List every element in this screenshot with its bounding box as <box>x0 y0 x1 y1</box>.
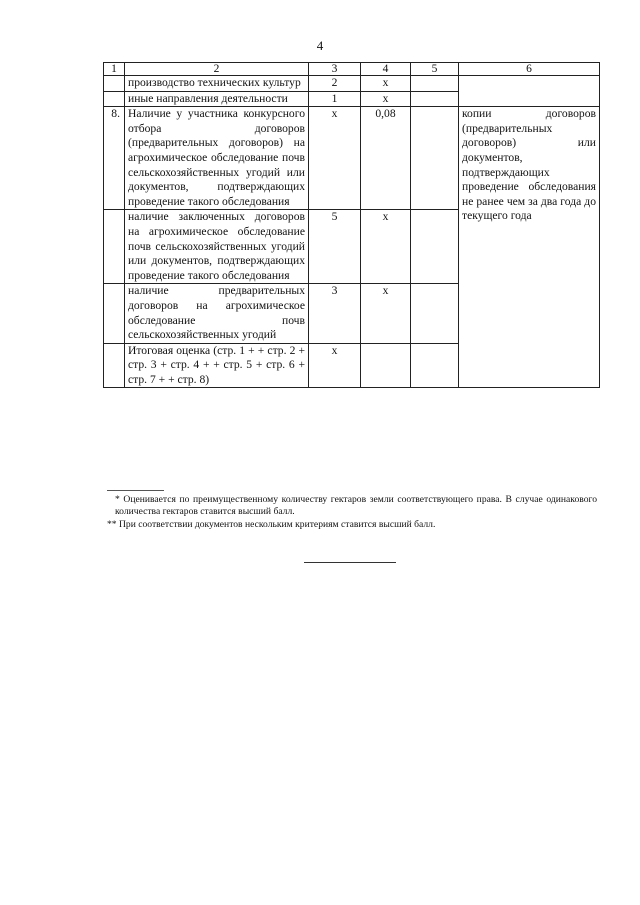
criteria-table <box>103 62 600 388</box>
criterion-text: производство технических культур <box>125 76 309 92</box>
empty-cell <box>411 107 459 210</box>
footnote-1: * Оценивается по преимущественному количеству гектаров земли соответствующего права. В случае одинакового количества гектаров ставится высший балл. <box>115 494 597 517</box>
row-number <box>104 284 125 343</box>
criterion-text: иные направления деятельности <box>125 91 309 107</box>
table-row <box>104 76 600 92</box>
score-cell: x <box>309 343 361 388</box>
empty-cell <box>411 284 459 343</box>
weight-cell: x <box>361 76 411 92</box>
column-header: 6 <box>459 63 600 76</box>
column-header: 1 <box>104 63 125 76</box>
documents-cell <box>459 76 600 107</box>
criterion-text: наличие предварительных договоров на агрохимическое обследование почв сельскохозяйственных угодий <box>125 284 309 343</box>
row-number: 8. <box>104 107 125 210</box>
row-number <box>104 343 125 388</box>
empty-cell <box>411 76 459 92</box>
row-number <box>104 210 125 284</box>
score-cell: 1 <box>309 91 361 107</box>
row-number <box>104 76 125 92</box>
footnote-divider <box>107 490 164 491</box>
documents-cell: копии договоров (предварительных договоров) или документов, подтверждающих проведение обследования не ранее чем за два года до текущего года <box>459 107 600 388</box>
weight-cell: x <box>361 91 411 107</box>
criterion-text: наличие заключенных договоров на агрохимическое обследование почв сельскохозяйственных угодий или документов, подтверждающих проведение такого обследования <box>125 210 309 284</box>
column-header: 2 <box>125 63 309 76</box>
table-header-row <box>104 63 600 76</box>
row-number <box>104 91 125 107</box>
column-header: 5 <box>411 63 459 76</box>
empty-cell <box>411 91 459 107</box>
column-header: 3 <box>309 63 361 76</box>
weight-cell: 0,08 <box>361 107 411 210</box>
footnote-2: ** При соответствии документов нескольким критериям ставится высший балл. <box>107 519 436 530</box>
empty-cell <box>411 343 459 388</box>
score-cell: x <box>309 107 361 210</box>
weight-cell: x <box>361 284 411 343</box>
score-cell: 3 <box>309 284 361 343</box>
score-cell: 2 <box>309 76 361 92</box>
criterion-text: Наличие у участника конкурсного отбора договоров (предварительных договоров) на агрохимическое обследование почв сельскохозяйственных угодий или документов, подтверждающих проведение такого обследования <box>125 107 309 210</box>
table-row <box>104 107 600 210</box>
score-cell: 5 <box>309 210 361 284</box>
weight-cell <box>361 343 411 388</box>
footnotes <box>107 494 597 532</box>
column-header: 4 <box>361 63 411 76</box>
empty-cell <box>411 210 459 284</box>
criterion-text: Итоговая оценка (стр. 1 + + стр. 2 + стр. 3 + стр. 4 + + стр. 5 + стр. 6 + стр. 7 + + стр. 8) <box>125 343 309 388</box>
weight-cell: x <box>361 210 411 284</box>
end-divider <box>304 562 396 563</box>
page-number: 4 <box>316 38 324 53</box>
